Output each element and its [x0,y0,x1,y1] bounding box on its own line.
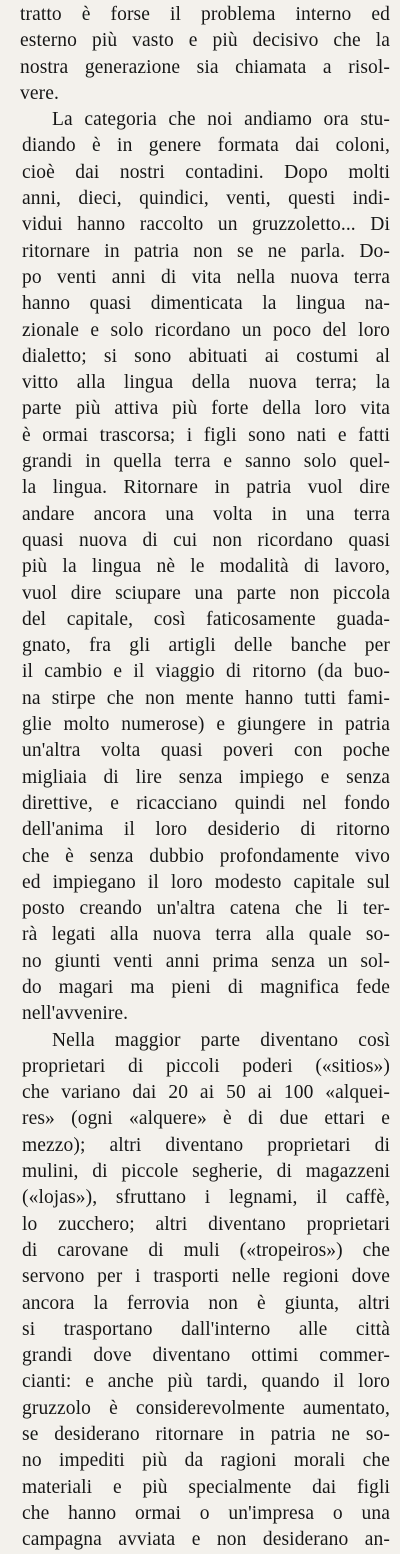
text-line: diando è in genere formata dai coloni, [22,135,390,157]
text-line: glie molto numerose) e giungere in patria [22,714,390,736]
text-line: nostra generazione sia chiamata a risol- [20,56,390,78]
text-line: Nella maggior parte diventano così [52,1029,390,1051]
text-line: vere. [20,82,59,104]
text-line: gruzzolo è considerevolmente aumentato, [22,1397,390,1419]
text-line: quasi nuova di cui non ricordano quasi [22,529,390,551]
text-line: nell'avvenire. [22,1003,129,1025]
text-line: posto creando un'altra catena che li ter- [22,898,390,920]
text-line: dialetto; si sono abituati ai costumi al [22,345,390,367]
text-line: rà legati alla nuova terra alla quale so- [22,924,390,946]
paragraph-3 [22,1028,390,1554]
text-line: cioè dai nostri contadini. Dopo molti [22,161,390,183]
text-line: un'altra volta quasi poveri con poche [22,740,390,762]
text-line: proprietari di piccoli poderi («sitios») [22,1055,390,1077]
text-line: gnato, fra gli artigli delle banche per [22,635,390,657]
text-line: ritornare in patria non se ne parla. Do- [22,240,390,262]
text-line: esterno più vasto e più decisivo che la [20,30,390,52]
text-line: direttive, e ricacciano quindi nel fondo [22,792,390,814]
paragraph-2 [22,107,390,1027]
paragraph-1 [22,2,390,107]
text-line: anni, dieci, quindici, venti, questi indi- [22,188,390,210]
text-line: grandi in quella terra e sanno solo quel- [22,451,390,473]
text-line: campagna avviata e non desiderano an- [22,1529,390,1551]
text-line: se desiderano ritornare in patria ne so- [22,1424,390,1446]
text-line: no giunti venti anni prima senza un sol- [22,950,390,972]
text-line: che variano dai 20 ai 50 ai 100 «alquei- [22,1082,390,1104]
text-line: andare ancora una volta in una terra [22,503,390,525]
text-line: na stirpe che non mente hanno tutti fami- [22,687,390,709]
text-line: La categoria che noi andiamo ora stu- [52,109,390,131]
text-line: migliaia di lire senza impiego e senza [22,766,390,788]
text-line: del capitale, così faticosamente guada- [22,608,390,630]
text-line: dell'anima il loro desiderio di ritorno [22,819,390,841]
text-line: ancora la ferrovia non è giunta, altri [22,1292,390,1314]
text-line: lo zucchero; altri diventano proprietari [22,1213,390,1235]
text-line: cianti: e anche più tardi, quando il loro [22,1371,390,1393]
text-line: di carovane di muli («tropeiros») che [22,1239,390,1261]
text-line: è ormai trascorsa; i figli sono nati e fatti [22,424,390,446]
text-line: ed impiegano il loro modesto capitale sul [22,871,390,893]
text-line: parte più attiva più forte della loro vita [22,398,390,420]
text-line: servono per i trasporti nelle regioni dove [22,1266,390,1288]
text-line: la lingua. Ritornare in patria vuol dire [22,477,390,499]
text-line: più la lingua nè le modalità di lavoro, [22,556,390,578]
text-line: il cambio e il viaggio di ritorno (da buo- [22,661,390,683]
text-line: zionale e solo ricordano un poco del loro [22,319,390,341]
text-line: do magari ma pieni di magnifica fede [22,976,390,998]
text-line: si trasportano dall'interno alle città [22,1318,390,1340]
text-line: che è senza dubbio profondamente vivo [22,845,390,867]
text-line: mulini, di piccole segherie, di magazzeni [22,1161,390,1183]
text-line: vuol dire sciupare una parte non piccola [22,582,390,604]
text-line: materiali e più specialmente dai figli [22,1476,390,1498]
text-line: mezzo); altri diventano proprietari di [22,1134,390,1156]
text-line: no impediti più da ragioni morali che [22,1450,390,1472]
text-line: che hanno ormai o un'impresa o una [22,1502,390,1524]
text-line: («lojas»), sfruttano i legnami, il caffè, [22,1187,390,1209]
text-line: hanno quasi dimenticata la lingua na- [22,293,390,315]
text-line: vidui hanno raccolto un gruzzoletto... Di [22,214,390,236]
text-line: res» (ogni «alquere» è di due ettari e [22,1108,390,1130]
text-line: vitto alla lingua della nuova terra; la [22,372,390,394]
text-line: tratto è forse il problema interno ed [20,4,390,25]
text-line: grandi dove diventano ottimi commer- [22,1345,390,1367]
text-line: po venti anni di vita nella nuova terra [22,266,390,288]
